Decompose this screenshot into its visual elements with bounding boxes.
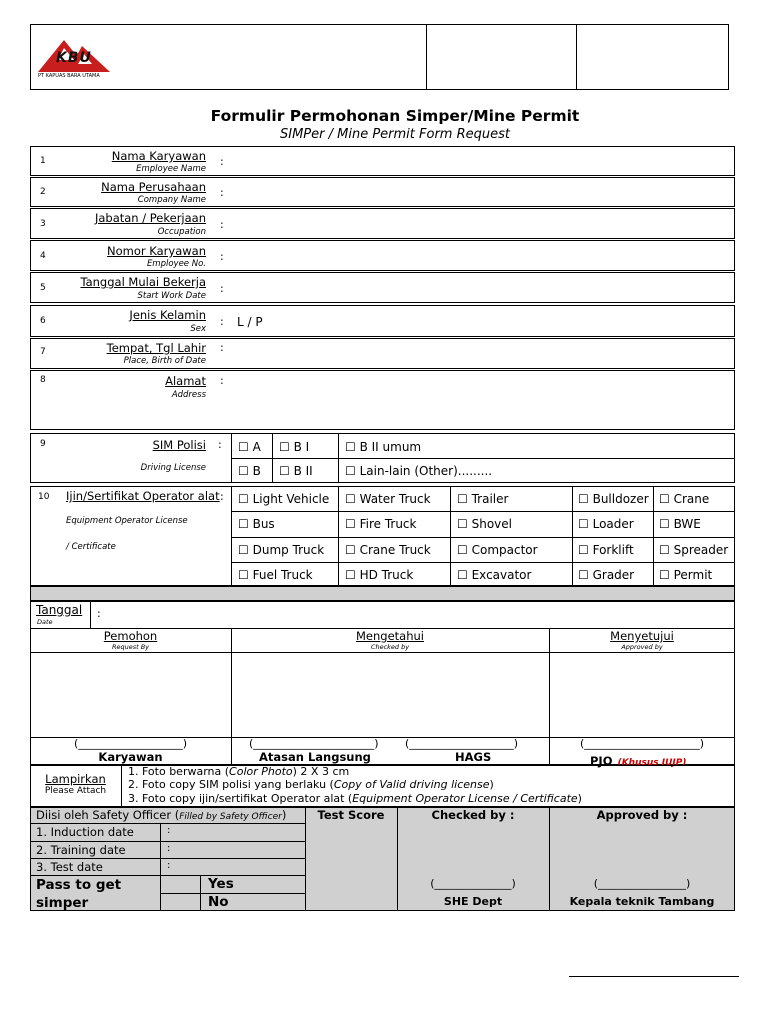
field-colon: : bbox=[220, 155, 224, 168]
checkbox-icon: ☐ bbox=[345, 440, 356, 454]
field-num: 6 bbox=[40, 316, 46, 326]
safety-filled-by: Diisi oleh Safety Officer (Filled by Safety Officer) bbox=[36, 808, 287, 822]
safety-col-line-1 bbox=[305, 807, 306, 911]
checkbox-icon: ☐ bbox=[578, 492, 589, 506]
induction-date-colon: : bbox=[167, 825, 171, 836]
field-row-5[interactable] bbox=[30, 272, 735, 303]
hags-blank: (___________________) bbox=[405, 737, 519, 750]
pemohon-sub: Request By bbox=[111, 643, 150, 651]
induction-date-label: 1. Induction date bbox=[36, 825, 134, 839]
checkbox-icon: ☐ bbox=[457, 543, 468, 557]
safety-colon-col-line bbox=[160, 823, 161, 911]
sim-col-line-3 bbox=[338, 433, 339, 483]
field-label: Nama Karyawan bbox=[111, 149, 206, 163]
field-label: Tempat, Tgl Lahir bbox=[106, 341, 206, 355]
field-num: 5 bbox=[40, 283, 46, 293]
checkbox-icon: ☐ bbox=[578, 517, 589, 531]
pemohon-blank: (___________________) bbox=[73, 737, 188, 750]
checkbox-icon: ☐ bbox=[659, 492, 670, 506]
equip-option[interactable]: ☐ Fuel Truck bbox=[238, 568, 313, 582]
test-date-colon: : bbox=[167, 860, 171, 871]
checkbox-icon: ☐ bbox=[345, 568, 356, 582]
mengetahui-sub: Checked by bbox=[370, 643, 410, 651]
field-label: Nama Perusahaan bbox=[101, 180, 206, 194]
lampiran-sublabel: Please Attach bbox=[44, 786, 107, 796]
checkbox-icon: ☐ bbox=[659, 543, 670, 557]
pjo-role: PJO bbox=[590, 754, 613, 768]
equip-sublabel-1: Equipment Operator License bbox=[66, 516, 188, 526]
field-label: Tanggal Mulai Bekerja bbox=[80, 275, 206, 289]
sim-option-b2-umum[interactable]: ☐ B II umum bbox=[345, 440, 422, 454]
field-colon: : bbox=[220, 218, 224, 231]
equip-option[interactable]: ☐ Forklift bbox=[578, 543, 634, 557]
safety-row-line-2 bbox=[30, 841, 305, 842]
tanggal-label: Tanggal bbox=[36, 603, 83, 617]
field-row-8[interactable] bbox=[30, 370, 735, 430]
pjo-blank: (_____________________) bbox=[579, 737, 705, 750]
sim-option-b1[interactable]: ☐ B I bbox=[279, 440, 310, 454]
she-blank: (______________) bbox=[430, 877, 516, 890]
field-num: 7 bbox=[40, 347, 46, 357]
safety-row-line-5 bbox=[160, 893, 305, 894]
approved-by-label: Approved by : bbox=[596, 808, 688, 822]
equip-label: Ijin/Sertifikat Operator alat bbox=[66, 489, 220, 503]
equip-row-line-1 bbox=[231, 511, 735, 512]
checkbox-icon: ☐ bbox=[345, 517, 356, 531]
equip-option[interactable]: ☐ Compactor bbox=[457, 543, 538, 557]
field-colon: : bbox=[220, 374, 224, 387]
equip-sublabel-2: / Certificate bbox=[66, 542, 116, 552]
field-label: Jabatan / Pekerjaan bbox=[94, 211, 206, 225]
equip-option[interactable]: ☐ Trailer bbox=[457, 492, 509, 506]
lampiran-divider bbox=[121, 765, 122, 807]
sim-col-line-2 bbox=[272, 433, 273, 483]
form-subtitle: SIMPer / Mine Permit Form Request bbox=[280, 127, 510, 142]
company-logo bbox=[38, 38, 118, 82]
tanggal-input[interactable] bbox=[110, 604, 730, 624]
she-dept-label: SHE Dept bbox=[443, 895, 503, 908]
field-colon: : bbox=[220, 186, 224, 199]
kt-blank: (________________) bbox=[593, 877, 691, 890]
checkbox-icon: ☐ bbox=[238, 440, 249, 454]
field-num: 4 bbox=[40, 251, 46, 261]
field-row-3[interactable] bbox=[30, 208, 735, 239]
checkbox-icon: ☐ bbox=[578, 568, 589, 582]
no-label: No bbox=[208, 894, 229, 910]
checkbox-icon: ☐ bbox=[238, 568, 249, 582]
equip-option[interactable]: ☐ Bus bbox=[238, 517, 275, 531]
equip-col-line-1 bbox=[231, 486, 232, 586]
equip-option[interactable]: ☐ Shovel bbox=[457, 517, 512, 531]
equip-col-line-2 bbox=[338, 486, 339, 586]
equip-col-line-5 bbox=[653, 486, 654, 586]
checkbox-icon: ☐ bbox=[279, 464, 290, 478]
menyetujui-sign-area[interactable] bbox=[551, 654, 733, 736]
equip-option[interactable]: ☐ Light Vehicle bbox=[238, 492, 330, 506]
equip-row-line-2 bbox=[231, 537, 735, 538]
field-sublabel: Address bbox=[171, 390, 206, 400]
field-num: 8 bbox=[40, 375, 46, 385]
pemohon-role: Karyawan bbox=[98, 750, 163, 764]
equip-option[interactable]: ☐ Dump Truck bbox=[238, 543, 325, 557]
field-num: 3 bbox=[40, 219, 46, 229]
equip-option[interactable]: ☐ Fire Truck bbox=[345, 517, 417, 531]
checkbox-icon: ☐ bbox=[279, 440, 290, 454]
pemohon-sign-area[interactable] bbox=[32, 654, 229, 736]
form-title: Formulir Permohonan Simper/Mine Permit bbox=[210, 107, 580, 125]
checkbox-icon: ☐ bbox=[238, 543, 249, 557]
checkbox-icon: ☐ bbox=[345, 464, 356, 478]
equip-option[interactable]: ☐ Water Truck bbox=[345, 492, 431, 506]
sex-options[interactable]: L / P bbox=[237, 315, 263, 329]
field-row-6[interactable] bbox=[30, 305, 735, 337]
menyetujui-sub: Approved by bbox=[621, 643, 663, 651]
company-name: PT KAPUAS BARA UTAMA bbox=[38, 73, 100, 79]
no-checkbox[interactable] bbox=[162, 895, 199, 910]
field-sublabel: Company Name bbox=[137, 195, 206, 205]
checkbox-icon: ☐ bbox=[238, 492, 249, 506]
checkbox-icon: ☐ bbox=[457, 568, 468, 582]
kt-label: Kepala teknik Tambang bbox=[569, 895, 715, 908]
field-sublabel: Employee Name bbox=[136, 164, 206, 174]
checked-by-label: Checked by : bbox=[431, 808, 515, 822]
equip-option[interactable]: ☐ BWE bbox=[659, 517, 701, 531]
field-row-1[interactable] bbox=[30, 146, 735, 176]
field-num: 1 bbox=[40, 156, 46, 166]
header-divider-1 bbox=[426, 24, 427, 90]
sim-option-b[interactable]: ☐ B bbox=[238, 464, 261, 478]
pemohon-label: Pemohon bbox=[103, 629, 158, 643]
field-sublabel: Employee No. bbox=[146, 259, 206, 269]
checkbox-icon: ☐ bbox=[345, 492, 356, 506]
equip-option[interactable]: ☐ Spreader bbox=[659, 543, 729, 557]
atasan-blank: (______________________) bbox=[249, 737, 379, 750]
field-label: Alamat bbox=[165, 374, 206, 388]
lampiran-label: Lampirkan bbox=[45, 772, 106, 786]
test-score-input[interactable] bbox=[308, 825, 394, 907]
field-sublabel: Occupation bbox=[157, 227, 206, 237]
tanggal-divider bbox=[90, 601, 91, 628]
tanggal-sublabel: Date bbox=[37, 618, 53, 626]
sig-header-line bbox=[30, 652, 735, 653]
field-colon: : bbox=[220, 341, 224, 354]
sim-num: 9 bbox=[40, 439, 46, 449]
header-box bbox=[30, 24, 729, 90]
checkbox-icon: ☐ bbox=[457, 517, 468, 531]
equip-option[interactable]: ☐ Excavator bbox=[457, 568, 532, 582]
checkbox-icon: ☐ bbox=[578, 543, 589, 557]
field-row-4[interactable] bbox=[30, 240, 735, 271]
field-label: Jenis Kelamin bbox=[129, 308, 206, 322]
safety-row-line-1 bbox=[30, 823, 305, 824]
test-score-label: Test Score bbox=[317, 808, 385, 822]
sim-option-a[interactable]: ☐ A bbox=[238, 440, 261, 454]
field-sublabel: Place, Birth of Date bbox=[123, 356, 206, 366]
field-num: 2 bbox=[40, 187, 46, 197]
checkbox-icon: ☐ bbox=[345, 543, 356, 557]
sim-option-b2[interactable]: ☐ B II bbox=[279, 464, 313, 478]
yes-label: Yes bbox=[208, 876, 234, 892]
field-row-7[interactable] bbox=[30, 338, 735, 369]
field-colon: : bbox=[220, 315, 224, 328]
hags-role: HAGS bbox=[455, 750, 492, 764]
logo-text: KBU bbox=[56, 50, 92, 66]
lampiran-item-1: 1. Foto berwarna (Color Photo) 2 X 3 cm bbox=[128, 765, 350, 778]
checkbox-icon: ☐ bbox=[238, 464, 249, 478]
sim-col-line-1 bbox=[231, 433, 232, 483]
menyetujui-label: Menyetujui bbox=[610, 629, 674, 643]
sim-sublabel: Driving License bbox=[140, 463, 206, 473]
field-colon: : bbox=[220, 250, 224, 263]
field-row-2[interactable] bbox=[30, 177, 735, 207]
field-colon: : bbox=[220, 282, 224, 295]
test-date-label: 3. Test date bbox=[36, 860, 103, 874]
field-sublabel: Start Work Date bbox=[137, 291, 206, 301]
shaded-divider bbox=[30, 586, 735, 601]
equip-option[interactable]: ☐ Crane bbox=[659, 492, 710, 506]
equip-colon: : bbox=[220, 490, 224, 503]
sim-label: SIM Polisi bbox=[152, 438, 206, 452]
footer-line bbox=[569, 976, 739, 977]
equip-option[interactable]: ☐ HD Truck bbox=[345, 568, 414, 582]
checkbox-icon: ☐ bbox=[238, 517, 249, 531]
safety-yes-col-line bbox=[200, 875, 201, 911]
tanggal-colon: : bbox=[97, 607, 101, 620]
mengetahui-label: Mengetahui bbox=[356, 629, 424, 643]
equip-num: 10 bbox=[38, 492, 50, 502]
equip-option[interactable]: ☐ Crane Truck bbox=[345, 543, 431, 557]
training-date-colon: : bbox=[167, 843, 171, 854]
yes-checkbox[interactable] bbox=[162, 877, 199, 892]
equip-row-line-3 bbox=[231, 562, 735, 563]
sim-option-other[interactable]: ☐ Lain-lain (Other)......... bbox=[345, 464, 493, 478]
atasan-role: Atasan Langsung bbox=[259, 750, 371, 764]
equip-option[interactable]: ☐ Permit bbox=[659, 568, 713, 582]
training-date-label: 2. Training date bbox=[36, 843, 126, 857]
checkbox-icon: ☐ bbox=[457, 492, 468, 506]
equip-option[interactable]: ☐ Grader bbox=[578, 568, 635, 582]
sim-mid-line bbox=[231, 458, 735, 459]
checkbox-icon: ☐ bbox=[659, 517, 670, 531]
lampiran-item-3: 3. Foto copy ijin/sertifikat Operator alat (Equipment Operator License / Certificate) bbox=[128, 792, 582, 805]
pjo-role-note: (Khusus IUJP) bbox=[617, 758, 687, 768]
field-sublabel: Sex bbox=[190, 324, 206, 334]
equip-col-line-4 bbox=[572, 486, 573, 586]
header-divider-2 bbox=[576, 24, 577, 90]
safety-row-line-3 bbox=[30, 858, 305, 859]
equip-option[interactable]: ☐ Loader bbox=[578, 517, 634, 531]
equip-col-line-3 bbox=[450, 486, 451, 586]
field-label: Nomor Karyawan bbox=[107, 244, 206, 258]
sim-colon: : bbox=[218, 438, 222, 451]
checkbox-icon: ☐ bbox=[659, 568, 670, 582]
lampiran-item-2: 2. Foto copy SIM polisi yang berlaku (Copy of Valid driving license) bbox=[128, 778, 494, 791]
equip-option[interactable]: ☐ Bulldozer bbox=[578, 492, 649, 506]
mengetahui-sign-area[interactable] bbox=[233, 654, 547, 736]
pass-label: Pass to get simper bbox=[36, 877, 122, 911]
